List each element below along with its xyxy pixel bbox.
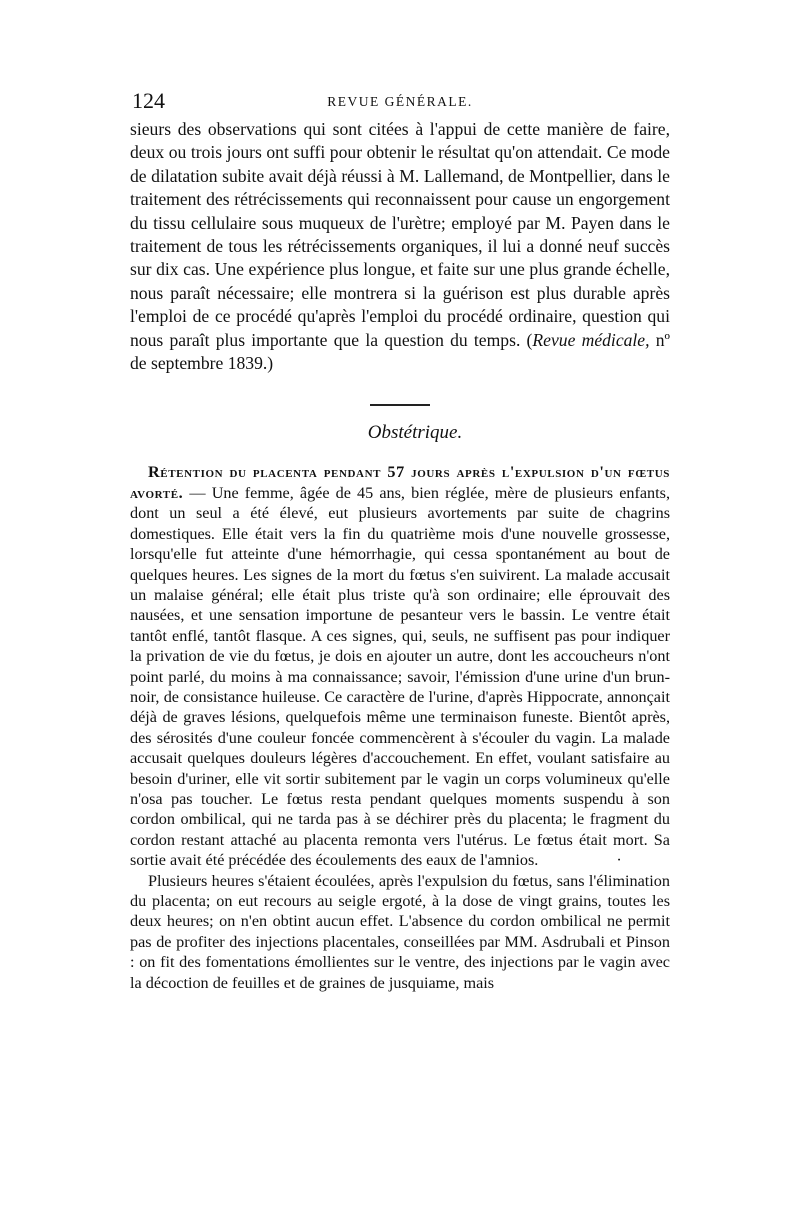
- article-paragraph-2: Plusieurs heures s'étaient écoulées, après l'expulsion du fœtus, sans l'élimination du placenta; on eut recours au seigle ergoté, à la dose de vingt grains, toutes les deux heures; on n'en obtint aucun effet. L'absence du cordon ombilical ne permit pas de profiter des injections placentales, conseillées par MM. Asdrubali et Pinson : on fit des fomentations émollientes sur le ventre, des injections par le vagin avec la décoction de feuilles et de graines de jusquiame, mais: [130, 871, 670, 992]
- article-paragraph-1: [130, 462, 670, 870]
- citation-details: nº de septembre 1839.): [130, 329, 670, 374]
- previous-article-paragraph: [130, 118, 670, 375]
- citation-title: Revue médicale,: [532, 329, 650, 350]
- document-page: [130, 88, 670, 993]
- section-heading: Obstétrique.: [367, 422, 463, 444]
- article-body: [130, 462, 670, 993]
- paragraph-text: sieurs des observations qui sont citées à l'appui de cette manière de faire, deux ou trois jours ont suffi pour obtenir le résultat qu'on attendait. Ce mode de dilatation subite avait déjà réussi à M. Lallemand, de Montpellier, dans le traitement des rétrécissements qui reconnaissent pour cause un engorgement du tissu cellulaire sous muqueux de l'urètre; employé par M. Payen dans le traitement de tous les rétrécissements organiques, il lui a donné neuf succès sur dix cas. Une expérience plus longue, et faite sur une plus grande échelle, nous paraît nécessaire; elle montrera si la guérison est plus durable après l'emploi de ce procédé qu'après l'emploi du procédé ordinaire, question qui nous paraît plus importante que la question du temps. (: [130, 119, 670, 350]
- article-paragraph-1-text: — Une femme, âgée de 45 ans, bien réglée, mère de plusieurs enfants, dont un seul a été élevé, eut plusieurs avortements par suite de chagrins domestiques. Elle était vers la fin du quatrième mois d'une nouvelle grossesse, lorsqu'elle fut atteinte d'une hémorrhagie, qui cessa spontanément au bout de quelques heures. Les signes de la mort du fœtus s'en suivirent. La malade accusait un malaise général; elle était plus triste qu'à son ordinaire; elle éprouvait des nausées, et une sensation importune de pesanteur vers le bassin. Le ventre était tantôt enflé, tantôt flasque. A ces signes, qui, seuls, ne suffisent pas pour indiquer la privation de vie du fœtus, je dois en ajouter un autre, dont les accoucheurs n'ont point parlé, du moins à ma connaissance; savoir, l'émission d'une urine d'un brun-noir, de consistance huileuse. Ce caractère de l'urine, d'après Hippocrate, annonçait déjà de graves lésions, quelquefois même une terminaison funeste. Bientôt après, des sérosités d'une couleur foncée commencèrent à s'écouler du vagin. La malade accusait quelques douleurs légères d'accouchement. En effet, voulant satisfaire au besoin d'uriner, elle vit sortir subitement par le vagin un corps volumineux qu'elle n'osa pas toucher. Le fœtus resta pendant quelques moments suspendu à son cordon ombilical, qui ne tarda pas à se déchirer près du placenta; le fragment du cordon restant attaché au placenta remonta vers l'utérus. Le fœtus était mort. Sa sortie avait été précédée des écoulements des eaux de l'amnios.: [130, 483, 670, 870]
- section-divider-rule: [370, 404, 430, 406]
- previous-article-end: [130, 118, 670, 375]
- page-number: 124: [132, 88, 165, 113]
- article-title: Rétention du placenta pendant 57 jours après l'expulsion d'un fœtus avorté.: [130, 463, 670, 502]
- running-head: [130, 88, 670, 118]
- journal-title: REVUE GÉNÉRALE.: [327, 94, 473, 109]
- stray-mark: ·: [616, 851, 622, 870]
